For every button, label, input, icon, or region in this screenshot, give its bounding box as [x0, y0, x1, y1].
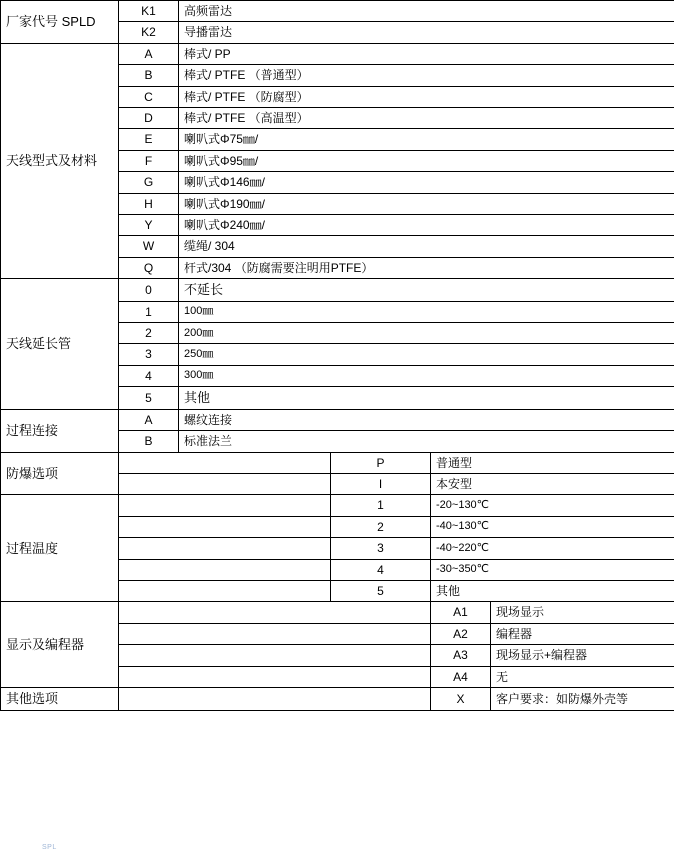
option-code-cell: 1 — [331, 495, 431, 516]
spacer-cell — [119, 474, 331, 495]
option-code-cell: G — [119, 172, 179, 193]
option-code-cell: A1 — [431, 602, 491, 623]
option-code-cell: X — [431, 687, 491, 710]
spacer-cell — [119, 645, 431, 666]
option-code-cell: B — [119, 65, 179, 86]
option-desc-cell: 棒式/ PTFE （防腐型） — [179, 86, 674, 107]
option-desc-cell: 喇叭式Φ75㎜/ — [179, 129, 674, 150]
option-code-cell: K2 — [119, 22, 179, 43]
option-desc-cell: 本安型 — [431, 474, 674, 495]
spacer-cell — [119, 559, 331, 580]
option-desc-cell: 棒式/ PTFE （高温型） — [179, 107, 674, 128]
option-code-cell: 5 — [119, 387, 179, 410]
spacer-cell — [119, 666, 431, 687]
table-row — [1, 602, 674, 623]
option-desc-cell: 喇叭式Φ146㎜/ — [179, 172, 674, 193]
option-code-cell: A2 — [431, 623, 491, 644]
table-row — [1, 43, 674, 64]
option-desc-cell: 300㎜ — [179, 365, 674, 386]
option-desc-cell: 喇叭式Φ240㎜/ — [179, 214, 674, 235]
option-code-cell: H — [119, 193, 179, 214]
table-body — [1, 1, 674, 711]
spacer-cell — [119, 623, 431, 644]
option-code-cell: A3 — [431, 645, 491, 666]
option-code-cell: Q — [119, 257, 179, 278]
category-cell: 天线延长管 — [1, 279, 119, 410]
option-code-cell: 4 — [331, 559, 431, 580]
option-code-cell: E — [119, 129, 179, 150]
option-desc-cell: 现场显示+编程器 — [491, 645, 674, 666]
table-row — [1, 279, 674, 302]
option-code-cell: 3 — [119, 344, 179, 365]
option-desc-cell: 喇叭式Φ190㎜/ — [179, 193, 674, 214]
option-code-cell: 3 — [331, 538, 431, 559]
table-row — [1, 452, 674, 473]
option-desc-cell: 棒式/ PTFE （普通型） — [179, 65, 674, 86]
option-desc-cell: 螺纹连接 — [179, 409, 674, 430]
option-code-cell: I — [331, 474, 431, 495]
option-code-cell: A4 — [431, 666, 491, 687]
option-desc-cell: 其他 — [431, 580, 674, 601]
option-code-cell: K1 — [119, 1, 179, 22]
watermark-text: SPL — [42, 844, 57, 851]
option-code-cell: A — [119, 43, 179, 64]
option-desc-cell: -30~350℃ — [431, 559, 674, 580]
option-code-cell: 0 — [119, 279, 179, 302]
option-desc-cell: 现场显示 — [491, 602, 674, 623]
category-cell: 显示及编程器 — [1, 602, 119, 688]
option-desc-cell: 编程器 — [491, 623, 674, 644]
category-cell: 其他选项 — [1, 687, 119, 710]
option-desc-cell: 250㎜ — [179, 344, 674, 365]
category-cell: 过程连接 — [1, 409, 119, 452]
option-code-cell: 1 — [119, 301, 179, 322]
option-desc-cell: -40~130℃ — [431, 516, 674, 537]
option-desc-cell: 普通型 — [431, 452, 674, 473]
table-row — [1, 409, 674, 430]
table-row — [1, 1, 674, 22]
option-code-cell: B — [119, 431, 179, 452]
option-desc-cell: 无 — [491, 666, 674, 687]
option-desc-cell: 杆式/304 （防腐需要注明用PTFE） — [179, 257, 674, 278]
category-cell: 防爆选项 — [1, 452, 119, 495]
table-row — [1, 687, 674, 710]
option-desc-cell: 缆绳/ 304 — [179, 236, 674, 257]
option-desc-cell: -20~130℃ — [431, 495, 674, 516]
option-desc-cell: 棒式/ PP — [179, 43, 674, 64]
category-cell: 过程温度 — [1, 495, 119, 602]
option-desc-cell: 客户要求：如防爆外壳等 — [491, 687, 674, 710]
option-desc-cell: 200㎜ — [179, 323, 674, 344]
option-desc-cell: 导播雷达 — [179, 22, 674, 43]
spacer-cell — [119, 580, 331, 601]
spacer-cell — [119, 452, 331, 473]
option-code-cell: 5 — [331, 580, 431, 601]
spacer-cell — [119, 687, 431, 710]
option-code-cell: F — [119, 150, 179, 171]
option-code-cell: W — [119, 236, 179, 257]
spacer-cell — [119, 516, 331, 537]
option-code-cell: A — [119, 409, 179, 430]
table-row — [1, 495, 674, 516]
option-desc-cell: 不延长 — [179, 279, 674, 302]
option-desc-cell: -40~220℃ — [431, 538, 674, 559]
option-code-cell: P — [331, 452, 431, 473]
option-code-cell: 4 — [119, 365, 179, 386]
spacer-cell — [119, 495, 331, 516]
category-cell: 天线型式及材料 — [1, 43, 119, 278]
option-code-cell: C — [119, 86, 179, 107]
option-code-cell: 2 — [119, 323, 179, 344]
category-cell: 厂家代号 SPLD — [1, 1, 119, 44]
option-desc-cell: 标准法兰 — [179, 431, 674, 452]
option-code-cell: 2 — [331, 516, 431, 537]
option-desc-cell: 喇叭式Φ95㎜/ — [179, 150, 674, 171]
spacer-cell — [119, 538, 331, 559]
option-code-cell: D — [119, 107, 179, 128]
option-desc-cell: 高频雷达 — [179, 1, 674, 22]
option-desc-cell: 其他 — [179, 387, 674, 410]
spacer-cell — [119, 602, 431, 623]
option-code-cell: Y — [119, 214, 179, 235]
option-desc-cell: 100㎜ — [179, 301, 674, 322]
